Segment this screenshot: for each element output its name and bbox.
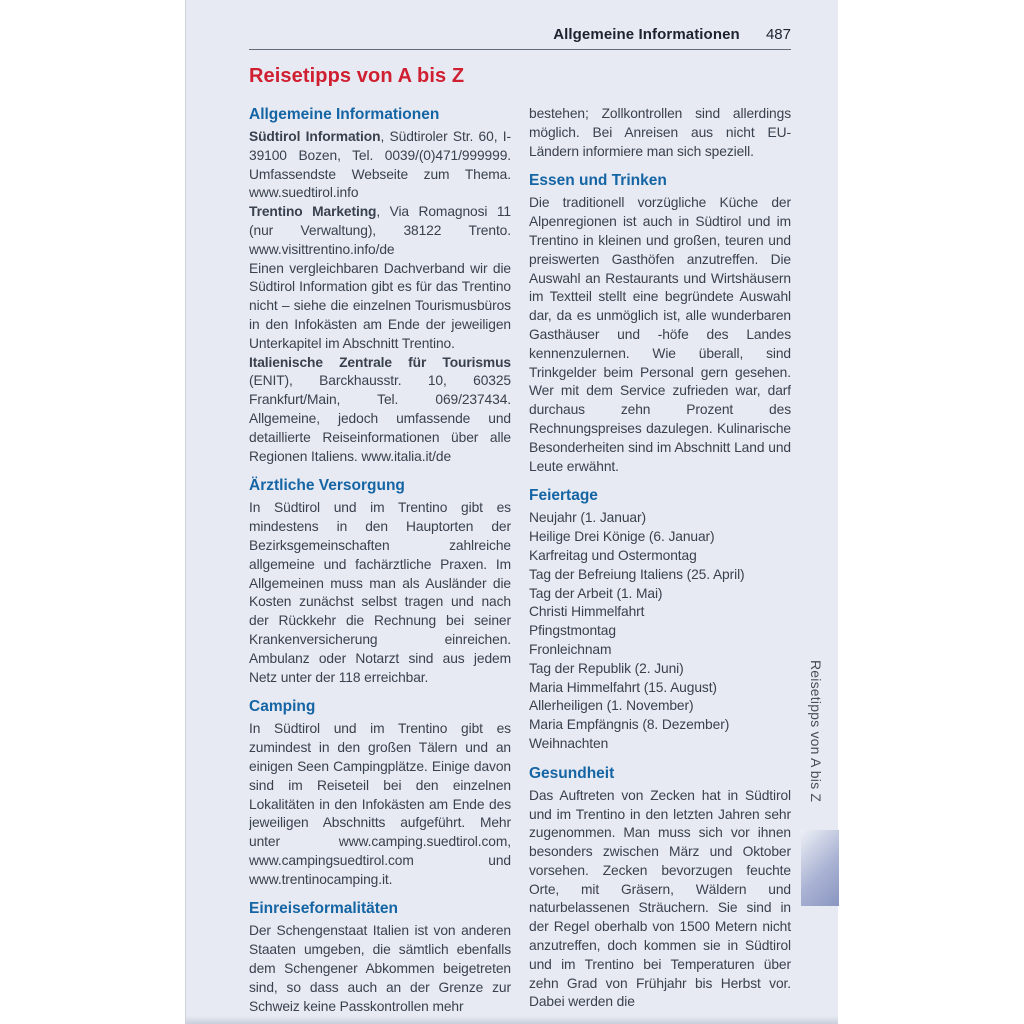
paragraph [249, 203, 511, 259]
paragraph [529, 194, 791, 476]
text-run: In Südtirol und im Trentino gibt es zumindest in den großen Tälern und an einigen Seen Campingplätze. Einige davon sind im Reiseteil bei den einzelnen Lokalitäten in den Infokästen am Ende des jeweiligen Abschnitts aufgeführt. Mehr unter www.camping.suedtirol.com, www.campingsuedtirol.com und www.trentinocamping.it. [249, 721, 511, 887]
text-section [529, 171, 791, 476]
paragraph [249, 128, 511, 203]
text-section [249, 476, 511, 687]
text-run: , Südtiroler Str. 60, I-39100 Bozen, Tel. 0039/(0)471/999999. Umfassendste Webseite zum Thema. www.suedtirol.info [249, 129, 511, 201]
text-run: (ENIT), Barckhausstr. 10, 60325 Frankfurt/Main, Tel. 069/237434. Allgemeine, jedoch umfassende und detaillierte Reiseinformationen über alle Regionen Italiens. www.italia.it/de [249, 373, 511, 464]
page-title: Reisetipps von A bis Z [249, 65, 465, 87]
paragraph [529, 105, 791, 161]
text-run: Die traditionell vorzügliche Küche der Alpenregionen ist auch in Südtirol und im Trentino in kleinen und großen, teuren und preiswerten Gasthöfen anzutreffen. Die Auswahl an Restaurants und Wirtshäusern im Textteil stellt eine begründete Auswahl dar, da es unmöglich ist, alle wunderbaren Gasthäuser und -höfe des Landes kennenzulernen. Wie überall, sind Trinkgelder beim Personal gern gesehen. Wer mit dem Service zufrieden war, darf durchaus zehn Prozent des Rechnungspreises dazulegen. Kulinarische Besonderheiten sind im Abschnitt Land und Leute erwähnt. [529, 195, 791, 474]
paragraph [249, 720, 511, 889]
list-line: Tag der Befreiung Italiens (25. April) [529, 566, 745, 582]
bold-run: Trentino Marketing [249, 204, 377, 220]
text-section [529, 486, 791, 753]
list-line: Heilige Drei Könige (6. Januar) [529, 529, 715, 545]
running-header-title: Allgemeine Informationen [553, 26, 740, 43]
paragraph [529, 787, 791, 1013]
left-column [249, 105, 511, 1017]
list-line: Fronleichnam [529, 641, 612, 657]
page-number: 487 [765, 26, 791, 43]
list-line: Christi Himmelfahrt [529, 604, 645, 620]
list-line: Maria Empfängnis (8. Dezember) [529, 717, 730, 733]
section-heading: Feiertage [529, 487, 598, 505]
paragraph [249, 260, 511, 354]
text-run: Das Auftreten von Zecken hat in Südtirol und im Trentino in den letzten Jahren sehr zugenommen. Man muss sich vor ihnen besonders zwischen März und Oktober vorsehen. Zecken bevorzugen feuchte Orte, mit Gräsern, Wäldern und naturbelassenen Sträuchern. Sie sind in der Regel oberhalb von 1500 Metern nicht anzutreffen, doch kommen sie in Südtirol und im Trentino bei Temperaturen über zehn Grad von Frühjahr bis Herbst vor. Dabei werden die [529, 787, 791, 1010]
section-heading: Essen und Trinken [529, 172, 667, 190]
text-section [249, 899, 511, 1016]
text-run: Einen vergleichbaren Dachverband wir die Südtirol Information gibt es für das Trentino nicht – siehe die einzelnen Tourismusbüros in den Infokästen am Ende der jeweiligen Unterkapitel im Abschnitt Trentino. [249, 260, 511, 351]
page-bottom-edge [186, 1016, 838, 1024]
text-section [249, 105, 511, 466]
list-line: Tag der Arbeit (1. Mai) [529, 585, 663, 601]
right-column [529, 105, 791, 1017]
text-section [249, 697, 511, 889]
text-run: bestehen; Zollkontrollen sind allerdings möglich. Bei Anreisen aus nicht EU-Ländern informiere man sich speziell. [529, 106, 791, 159]
paragraph [249, 499, 511, 687]
text-run: , Via Romagnosi 11 (nur Verwaltung), 38122 Trento. www.visittrentino.info/de [249, 204, 511, 257]
section-heading: Einreiseformalitäten [249, 900, 399, 918]
list-line: Weihnachten [529, 735, 609, 751]
two-column-text [249, 105, 791, 1017]
list-line: Neujahr (1. Januar) [529, 510, 646, 526]
paragraph [249, 354, 511, 467]
paragraph [249, 922, 511, 1016]
section-heading: Allgemeine Informationen [249, 106, 440, 123]
book-page [185, 0, 838, 1024]
page-content [249, 0, 791, 1017]
bold-run: Südtirol Information [249, 129, 381, 144]
chapter-side-label: Reisetipps von A bis Z [808, 660, 824, 803]
list-line: Pfingstmontag [529, 623, 616, 639]
section-heading: Ärztliche Versorgung [249, 477, 405, 495]
text-section [529, 764, 791, 1013]
section-heading: Camping [249, 698, 316, 716]
list-line: Karfreitag und Ostermontag [529, 547, 697, 563]
page-header [249, 0, 791, 50]
section-heading: Gesundheit [529, 764, 615, 782]
list-line: Allerheiligen (1. November) [529, 698, 694, 714]
chapter-tab-marker [801, 830, 839, 906]
text-run: Der Schengenstaat Italien ist von anderen Staaten umgeben, die sämtlich ebenfalls dem Schengener Abkommen beigetreten sind, so dass auch an der Grenze zur Schweiz keine Passkontrollen mehr [249, 923, 511, 1014]
list-line: Maria Himmelfahrt (15. August) [529, 679, 717, 695]
text-section [529, 105, 791, 161]
text-run: In Südtirol und im Trentino gibt es mindestens in den Hauptorten der Bezirksgemeinschaften zahlreiche allgemeine und fachärztliche Praxen. Im Allgemeinen muss man als Ausländer die Kosten zunächst selbst tragen und nach der Rückkehr die Rechnung bei seiner Krankenversicherung einreichen. Ambulanz oder Notarzt sind aus jedem Netz unter der 118 erreichbar. [249, 500, 511, 685]
list-line: Tag der Republik (2. Juni) [529, 660, 684, 676]
bold-run: Italienische Zentrale für Tourismus [249, 354, 511, 370]
